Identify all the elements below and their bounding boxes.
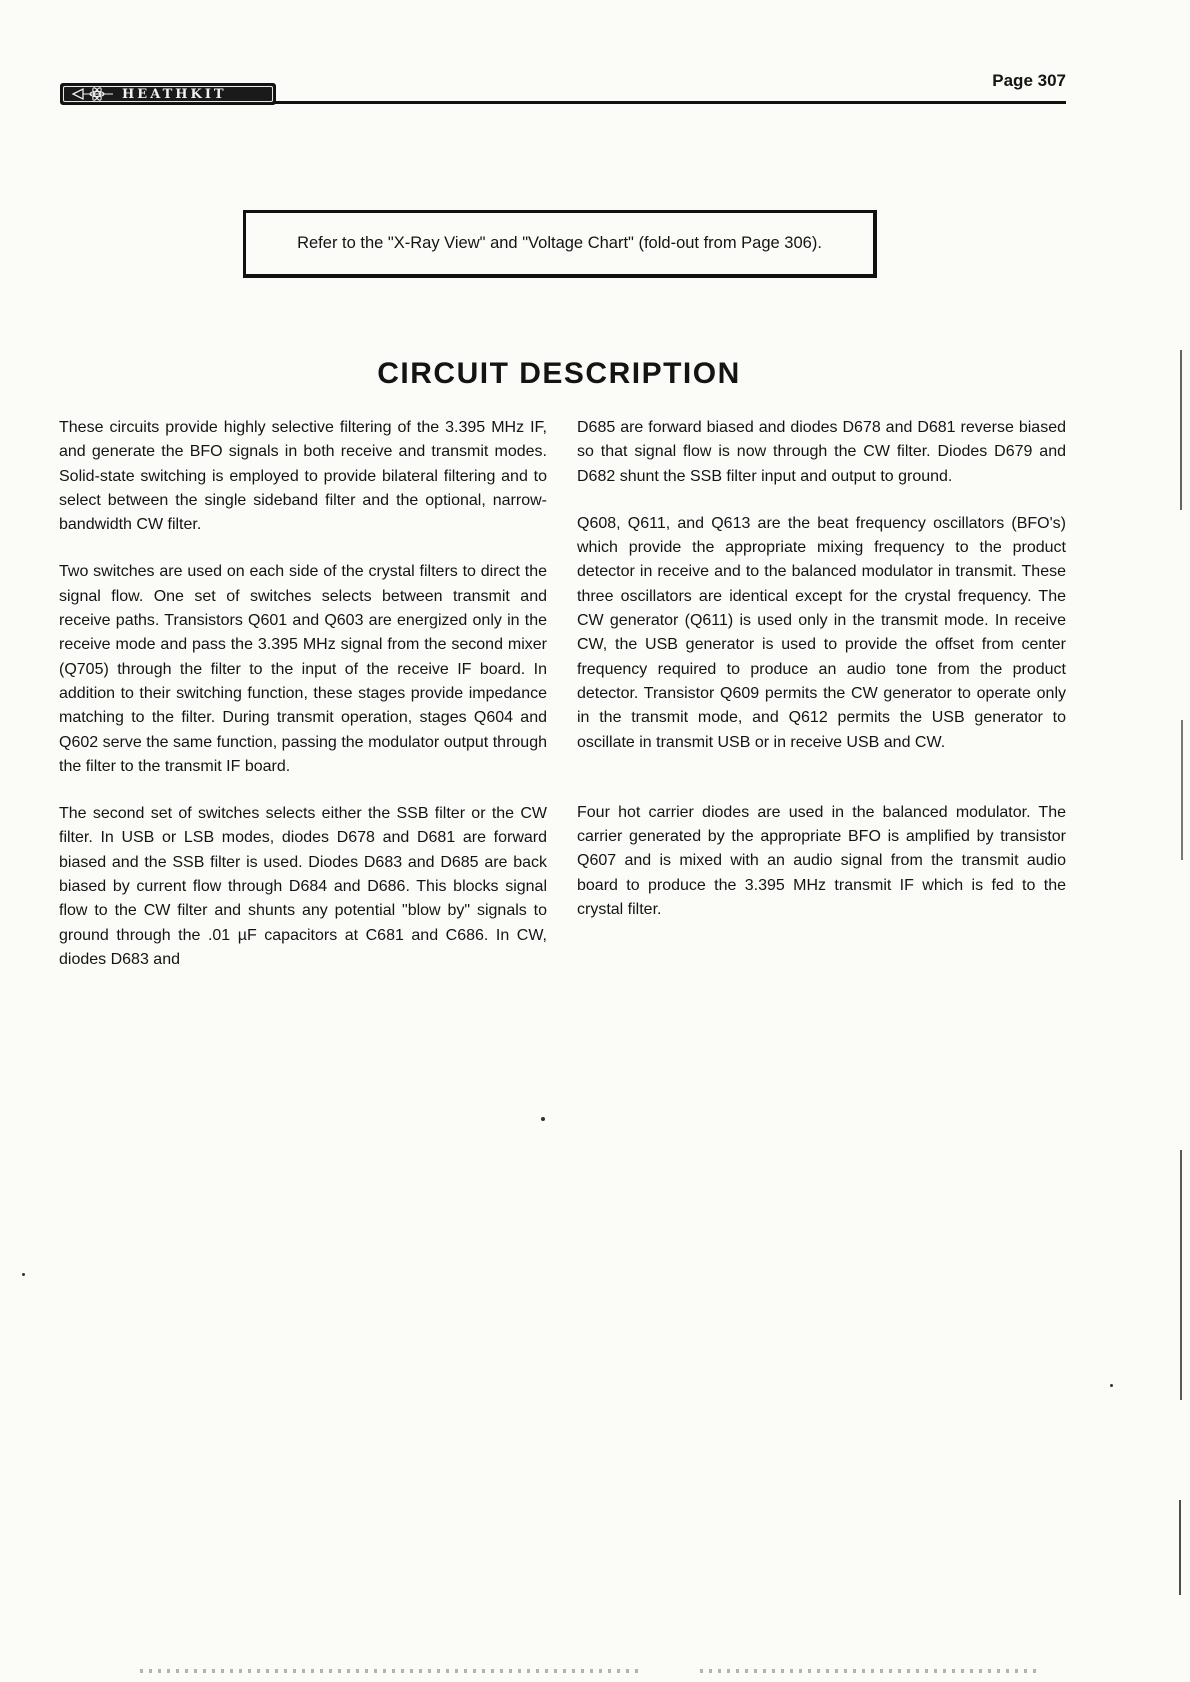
paragraph: Two switches are used on each side of the crystal filters to direct the signal flow. One set of switches selects between transmit and receive paths. Transistors Q601 and Q603 are energized only in the receive mode and pass the 3.395 MHz signal from the second mixer (Q705) through the filter to the input of the receive IF board. In addition to their switching function, these stages provide impedance matching to the filter. During transmit operation, stages Q604 and Q602 serve the same function, passing the modulator output through the filter to the transmit IF board. — [59, 563, 547, 775]
heathkit-logo — [60, 83, 276, 105]
scan-edge-mark — [1181, 720, 1183, 860]
paragraph: The second set of switches selects either the SSB filter or the CW filter. In USB or LSB modes, diodes D678 and D681 are forward biased and the SSB filter is used. Diodes D683 and D685 are back biased by current flow through D684 and D686. This blocks signal flow to the CW filter and shunts any potential "blow by" signals to ground through the .01 µF capacitors at C681 and C686. In CW, diodes D683 and — [59, 805, 547, 968]
scan-speck — [22, 1273, 25, 1276]
scan-edge-mark — [1179, 1500, 1181, 1595]
logo-plate — [63, 86, 273, 102]
scan-edge-mark — [1180, 350, 1182, 510]
right-column — [577, 416, 1066, 922]
scan-smudge — [140, 1669, 640, 1673]
scan-edge-mark — [1180, 1150, 1182, 1400]
atom-icon — [64, 87, 122, 101]
scan-speck — [1110, 1384, 1113, 1387]
reference-notice-box — [243, 210, 877, 278]
header-rule — [274, 101, 1066, 104]
reference-notice-text: Refer to the "X-Ray View" and "Voltage Chart" (fold-out from Page 306). — [297, 234, 822, 252]
paragraph: These circuits provide highly selective filtering of the 3.395 MHz IF, and generate the BFO signals in both receive and transmit modes. Solid-state switching is employed to provide bilateral filtering and to select between the single sideband filter and the optional, narrow-bandwidth CW filter. — [59, 419, 547, 534]
page-number: Page 307 — [992, 71, 1066, 90]
paragraph: Q608, Q611, and Q613 are the beat frequency oscillators (BFO's) which provide the appropriate mixing frequency to the product detector in receive and to the balanced modulator in transmit. These three oscillators are identical except for the crystal frequency. The CW generator (Q611) is used only in the transmit mode. In receive CW, the USB generator is used to provide the offset from center frequency required to produce an audio tone from the product detector. Transistor Q609 permits the CW generator to operate only in the transmit mode, and Q612 permits the USB generator to oscillate in transmit USB or in receive USB and CW. — [577, 514, 1066, 751]
scan-smudge — [700, 1669, 1040, 1673]
left-column — [59, 416, 547, 972]
scan-speck — [541, 1117, 545, 1121]
paragraph: D685 are forward biased and diodes D678 and D681 reverse biased so that signal flow is now through the CW filter. Diodes D679 and D682 shunt the SSB filter input and output to ground. — [577, 419, 1066, 485]
paragraph: Four hot carrier diodes are used in the balanced modulator. The carrier generated by the appropriate BFO is amplified by transistor Q607 and is mixed with an audio signal from the transmit audio board to produce the 3.395 MHz transmit IF which is fed to the crystal filter. — [577, 803, 1066, 919]
logo-text: HEATHKIT — [122, 86, 227, 102]
page-title: CIRCUIT DESCRIPTION — [377, 357, 741, 390]
